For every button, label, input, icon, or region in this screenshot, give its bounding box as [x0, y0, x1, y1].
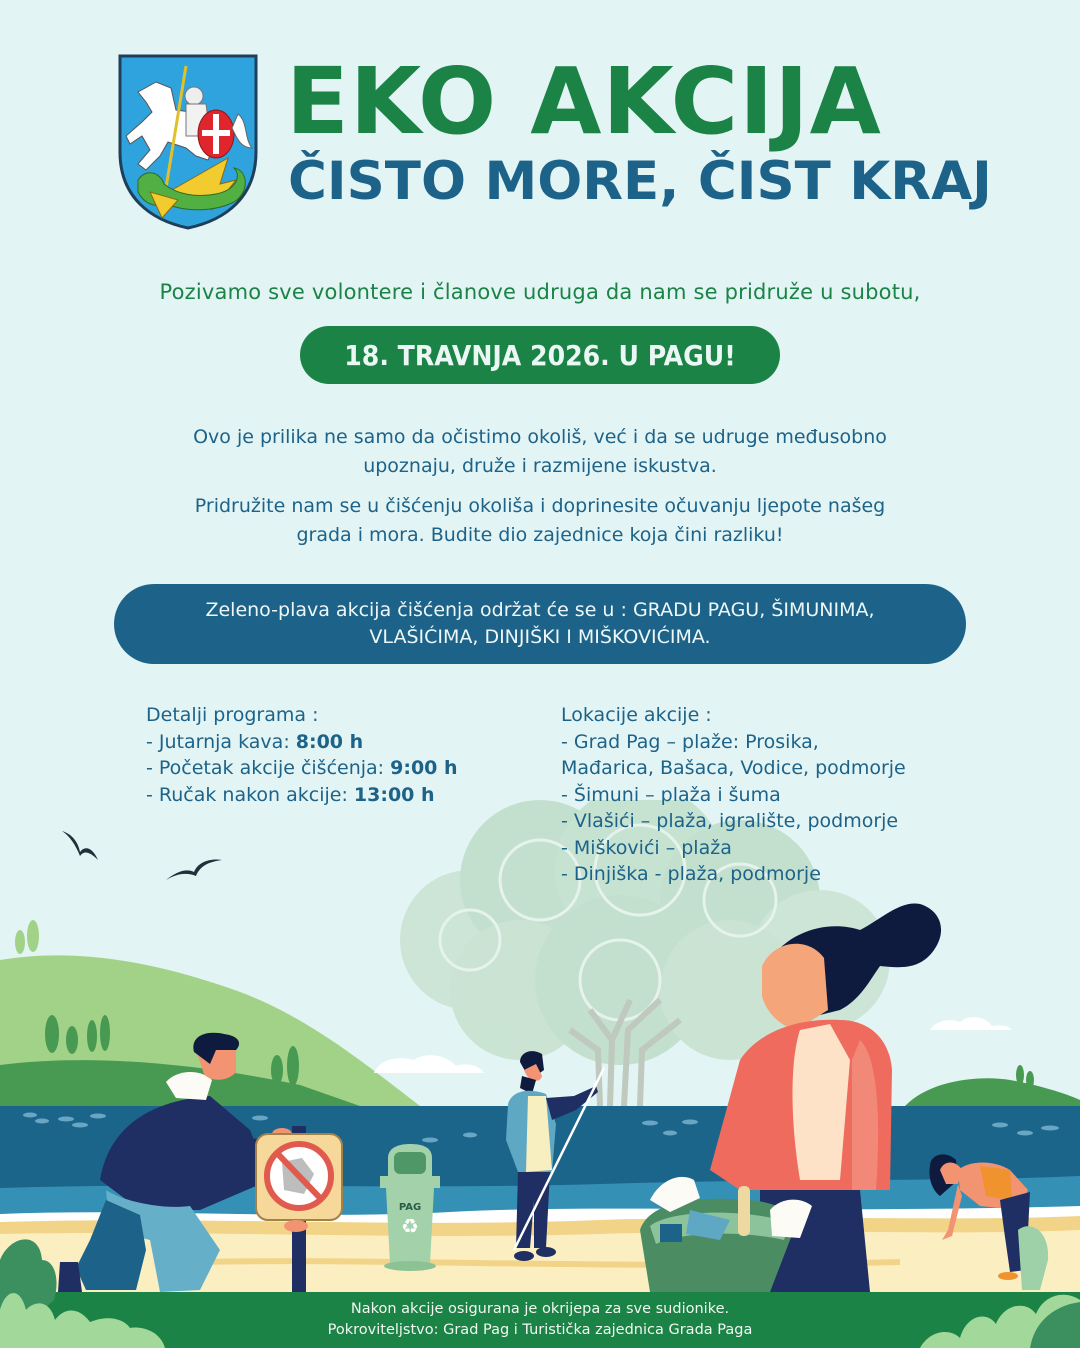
program-item-label: - Jutarnja kava:: [146, 730, 296, 753]
program-item: [146, 782, 458, 809]
location-item: Mađarica, Bašaca, Vodice, podmorje: [561, 757, 906, 779]
call-to-action-paragraph: [90, 492, 990, 550]
location-banner-line: VLAŠIĆIMA, DINJIŠKI I MIŠKOVIĆIMA.: [369, 626, 711, 648]
location-item: - Dinjiška - plaža, podmorje: [561, 863, 821, 885]
invitation-text: Pozivamo sve volontere i članove udruga da nam se pridruže u subotu,: [159, 280, 921, 304]
location-banner: [114, 584, 966, 664]
intro-paragraph: [90, 423, 990, 481]
program-item: [146, 755, 458, 782]
program-details: [146, 702, 458, 808]
cta-paragraph-line: Pridružite nam se u čišćenju okoliša i doprinesite očuvanju ljepote našeg: [194, 495, 886, 517]
bird-icon: [166, 860, 222, 881]
program-heading: Detalji programa :: [146, 704, 319, 726]
location-item: - Grad Pag – plaže: Prosika,: [561, 730, 819, 753]
page-title: EKO AKCIJA: [286, 48, 882, 155]
program-item: [146, 729, 458, 756]
page-subtitle: ČISTO MORE, ČIST KRAJ: [288, 151, 992, 212]
location-item: - Miškovići – plaža: [561, 836, 732, 859]
location-details: [561, 702, 906, 888]
locations-heading: Lokacije akcije :: [561, 704, 712, 726]
bush-icon: [920, 1280, 1080, 1348]
footer-sponsors: Pokroviteljstvo: Grad Pag i Turistička zajednica Grada Paga: [327, 1322, 753, 1338]
program-item-time: 9:00 h: [390, 757, 458, 779]
svg-text:♻: ♻: [401, 1214, 419, 1238]
cta-paragraph-line: grada i mora. Budite dio zajednice koja čini razliku!: [296, 524, 784, 546]
svg-text:PAG: PAG: [398, 1202, 422, 1213]
intro-paragraph-line: upoznaju, druže i razmijene iskustva.: [363, 455, 717, 477]
intro-paragraph-line: Ovo je prilika ne samo da očistimo okoliš, već i da se udruge međusobno: [193, 426, 887, 448]
program-item-time: 8:00 h: [295, 730, 364, 753]
location-item: - Vlašići – plaža, igralište, podmorje: [561, 810, 899, 832]
location-banner-line: Zeleno-plava akcija čišćenja održat će se u : GRADU PAGU, ŠIMUNIMA,: [205, 599, 875, 621]
location-item: - Šimuni – plaža i šuma: [561, 783, 781, 806]
date-text: 18. TRAVNJA 2026. U PAGU!: [344, 338, 736, 372]
bush-icon: [0, 1230, 170, 1348]
footer-refreshment-note: Nakon akcije osigurana je okrijepa za sve sudionike.: [350, 1301, 730, 1317]
coat-of-arms-icon: [116, 52, 260, 232]
bird-icon: [62, 831, 98, 860]
program-item-time: 13:00 h: [353, 783, 435, 806]
program-item-label: - Početak akcije čišćenja:: [146, 757, 391, 779]
date-badge: [300, 326, 780, 384]
program-item-label: - Ručak nakon akcije:: [146, 783, 354, 806]
